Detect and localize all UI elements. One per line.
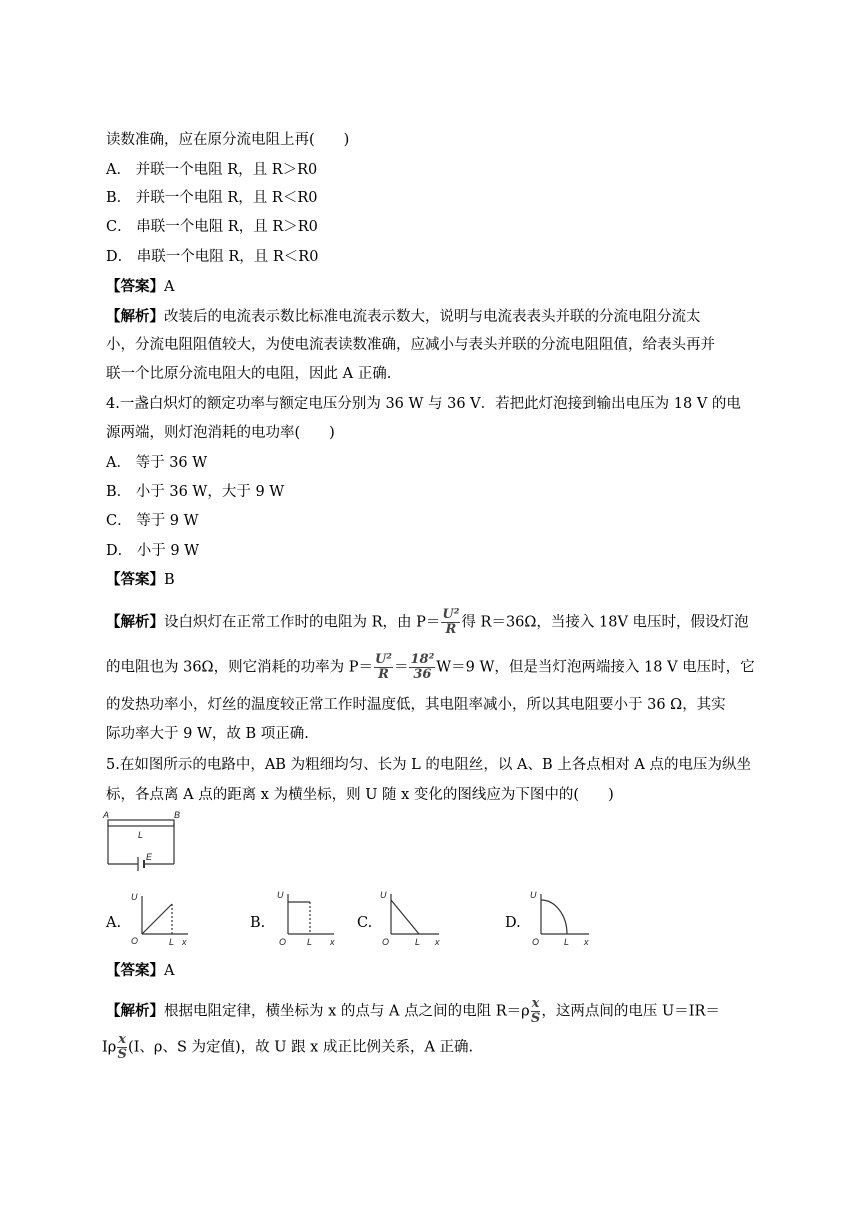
point-a-label: A [103,810,110,820]
point-b-label: B [174,810,181,820]
q3-option-d: D． 串联一个电阻 R，且 R＜R0 [106,249,319,265]
q3-option-a: A． 并联一个电阻 R，且 R＞R0 [106,162,318,178]
q5-analysis-line-2: Iρ $\frac{x}{S}$ (I、ρ、S 为定值)，故 U 跟 x 成正比例关系，A 正确. [102,1032,474,1062]
answer-value: A [164,963,175,979]
q5-stem-line-1: 5.在如图所示的电路中，AB 为粗细均匀、长为 L 的电阻丝，以 A、B 上各点相对 A 点的电压为纵坐 [106,757,751,773]
analysis-text: 设白炽灯在正常工作时的电阻为 R，由 P＝ [164,614,441,631]
answer-tag: 【答案】 [106,962,164,979]
graph-option-c-label: C. [357,915,373,931]
answer-tag: 【答案】 [106,571,164,588]
axis-x-label: x [330,937,335,947]
analysis-text: 根据电阻定律，横坐标为 x 的点与 A 点之间的电阻 R＝ρ [164,1003,530,1020]
q4-analysis-line-3: 的发热功率小，灯丝的温度较正常工作时温度低，其电阻率减小，所以其电阻要小于 36 Ω，其实 [106,697,726,713]
axis-u-label: U [530,890,537,900]
q4-stem-line-2: 源两端，则灯泡消耗的电功率( ) [106,425,335,441]
q4-option-b: B． 小于 36 W，大于 9 W [106,484,285,500]
q3-analysis-line-1 [106,306,701,328]
tick-l-label: L [307,937,313,947]
q4-option-d: D． 小于 9 W [106,543,200,559]
q4-analysis-line-2: 的电阻也为 36Ω，则它消耗的功率为 P＝ $\frac{\text{U²}}{R}$ ＝ $\frac{\text{18²}}{36}$ W＝9 W，但是当灯泡两端接入 18 V 电压时，它 [106,652,755,682]
axis-u-label: U [277,890,284,900]
resistance-wire [108,820,174,826]
origin-label: O [279,937,287,947]
analysis-tag: 【解析】 [106,613,164,631]
graph-option-b-label: B. [250,915,266,931]
q4-stem-line-1: 4.一盏白炽灯的额定功率与额定电压分别为 36 W 与 36 V．若把此灯泡接到输出电压为 18 V 的电 [106,396,741,412]
tick-l-label: L [169,937,175,947]
q3-analysis-line-2: 小，分流电阻阻值较大，为使电流表读数准确，应减小与表头并联的分流电阻阻值，给表头再并 [106,337,715,353]
origin-label: O [382,937,390,947]
line-decreasing [391,900,419,934]
axis-x-label: x [435,937,440,947]
analysis-text: 改装后的电流表示数比标准电流表示数大，说明与电流表表头并联的分流电阻分流太 [164,309,701,325]
q4-analysis-line-1: 【解析】设白炽灯在正常工作时的电阻为 R，由 P＝ $\frac{\text{U²}}{R}$ 得 R＝36Ω，当接入 18V 电压时，假设灯泡 [106,607,749,637]
q4-option-a: A． 等于 36 W [106,455,208,471]
circuit-diagram [100,810,190,882]
tick-l-label: L [415,937,421,947]
fraction-x-over-s: $\frac{x}{S}$ [117,1032,127,1062]
q3-answer [106,276,174,298]
fraction-u2-over-r: $\frac{\text{U²}}{R}$ [374,652,392,682]
graph-c [377,888,447,948]
axis-x-label: x [182,937,187,947]
q3-analysis-line-3: 联一个比原分流电阻大的电阻，因此 A 正确. [106,366,392,382]
graph-option-a-label: A. [106,915,122,931]
answer-tag: 【答案】 [106,278,164,295]
axis-x-label: x [584,937,589,947]
q4-analysis-line-4: 际功率大于 9 W，故 B 项正确. [106,726,309,742]
q5-stem-line-2: 标，各点离 A 点的距离 x 为横坐标，则 U 随 x 变化的图线应为下图中的( ) [106,787,614,803]
emf-label: E [146,852,153,862]
q3-option-c: C． 串联一个电阻 R，且 R＞R0 [106,219,318,235]
q3-stem: 读数准确，应在原分流电阻上再( ) [106,132,350,148]
answer-value: B [164,572,175,588]
q4-answer [106,569,175,591]
curve-quarter-circle [541,900,567,934]
line-proportional [142,904,172,934]
length-label: L [138,830,144,840]
axis-u-label: U [380,890,387,900]
tick-l-label: L [564,937,570,947]
graph-d [527,888,597,948]
origin-label: O [131,936,139,946]
fraction-u2-over-r: $\frac{\text{U²}}{R}$ [442,607,460,637]
graph-option-d-label: D. [505,915,521,931]
answer-value: A [164,279,175,295]
q3-option-b: B． 并联一个电阻 R，且 R＜R0 [106,190,318,206]
graph-b [274,888,340,948]
origin-label: O [532,937,540,947]
fraction-18sq-over-36: $\frac{\text{18²}}{36}$ [410,652,435,682]
q5-analysis-line-1: 【解析】根据电阻定律，横坐标为 x 的点与 A 点之间的电阻 R＝ρ $\frac{x}{S}$ ，这两点间的电压 U＝IR＝ [106,996,720,1026]
axis-u-label: U [131,892,138,902]
fraction-x-over-s: $\frac{x}{S}$ [530,996,541,1026]
q4-option-c: C． 等于 9 W [106,513,199,529]
q5-answer [106,960,174,982]
graph-a [128,888,194,948]
analysis-tag: 【解析】 [106,1002,164,1020]
analysis-tag: 【解析】 [106,308,164,325]
